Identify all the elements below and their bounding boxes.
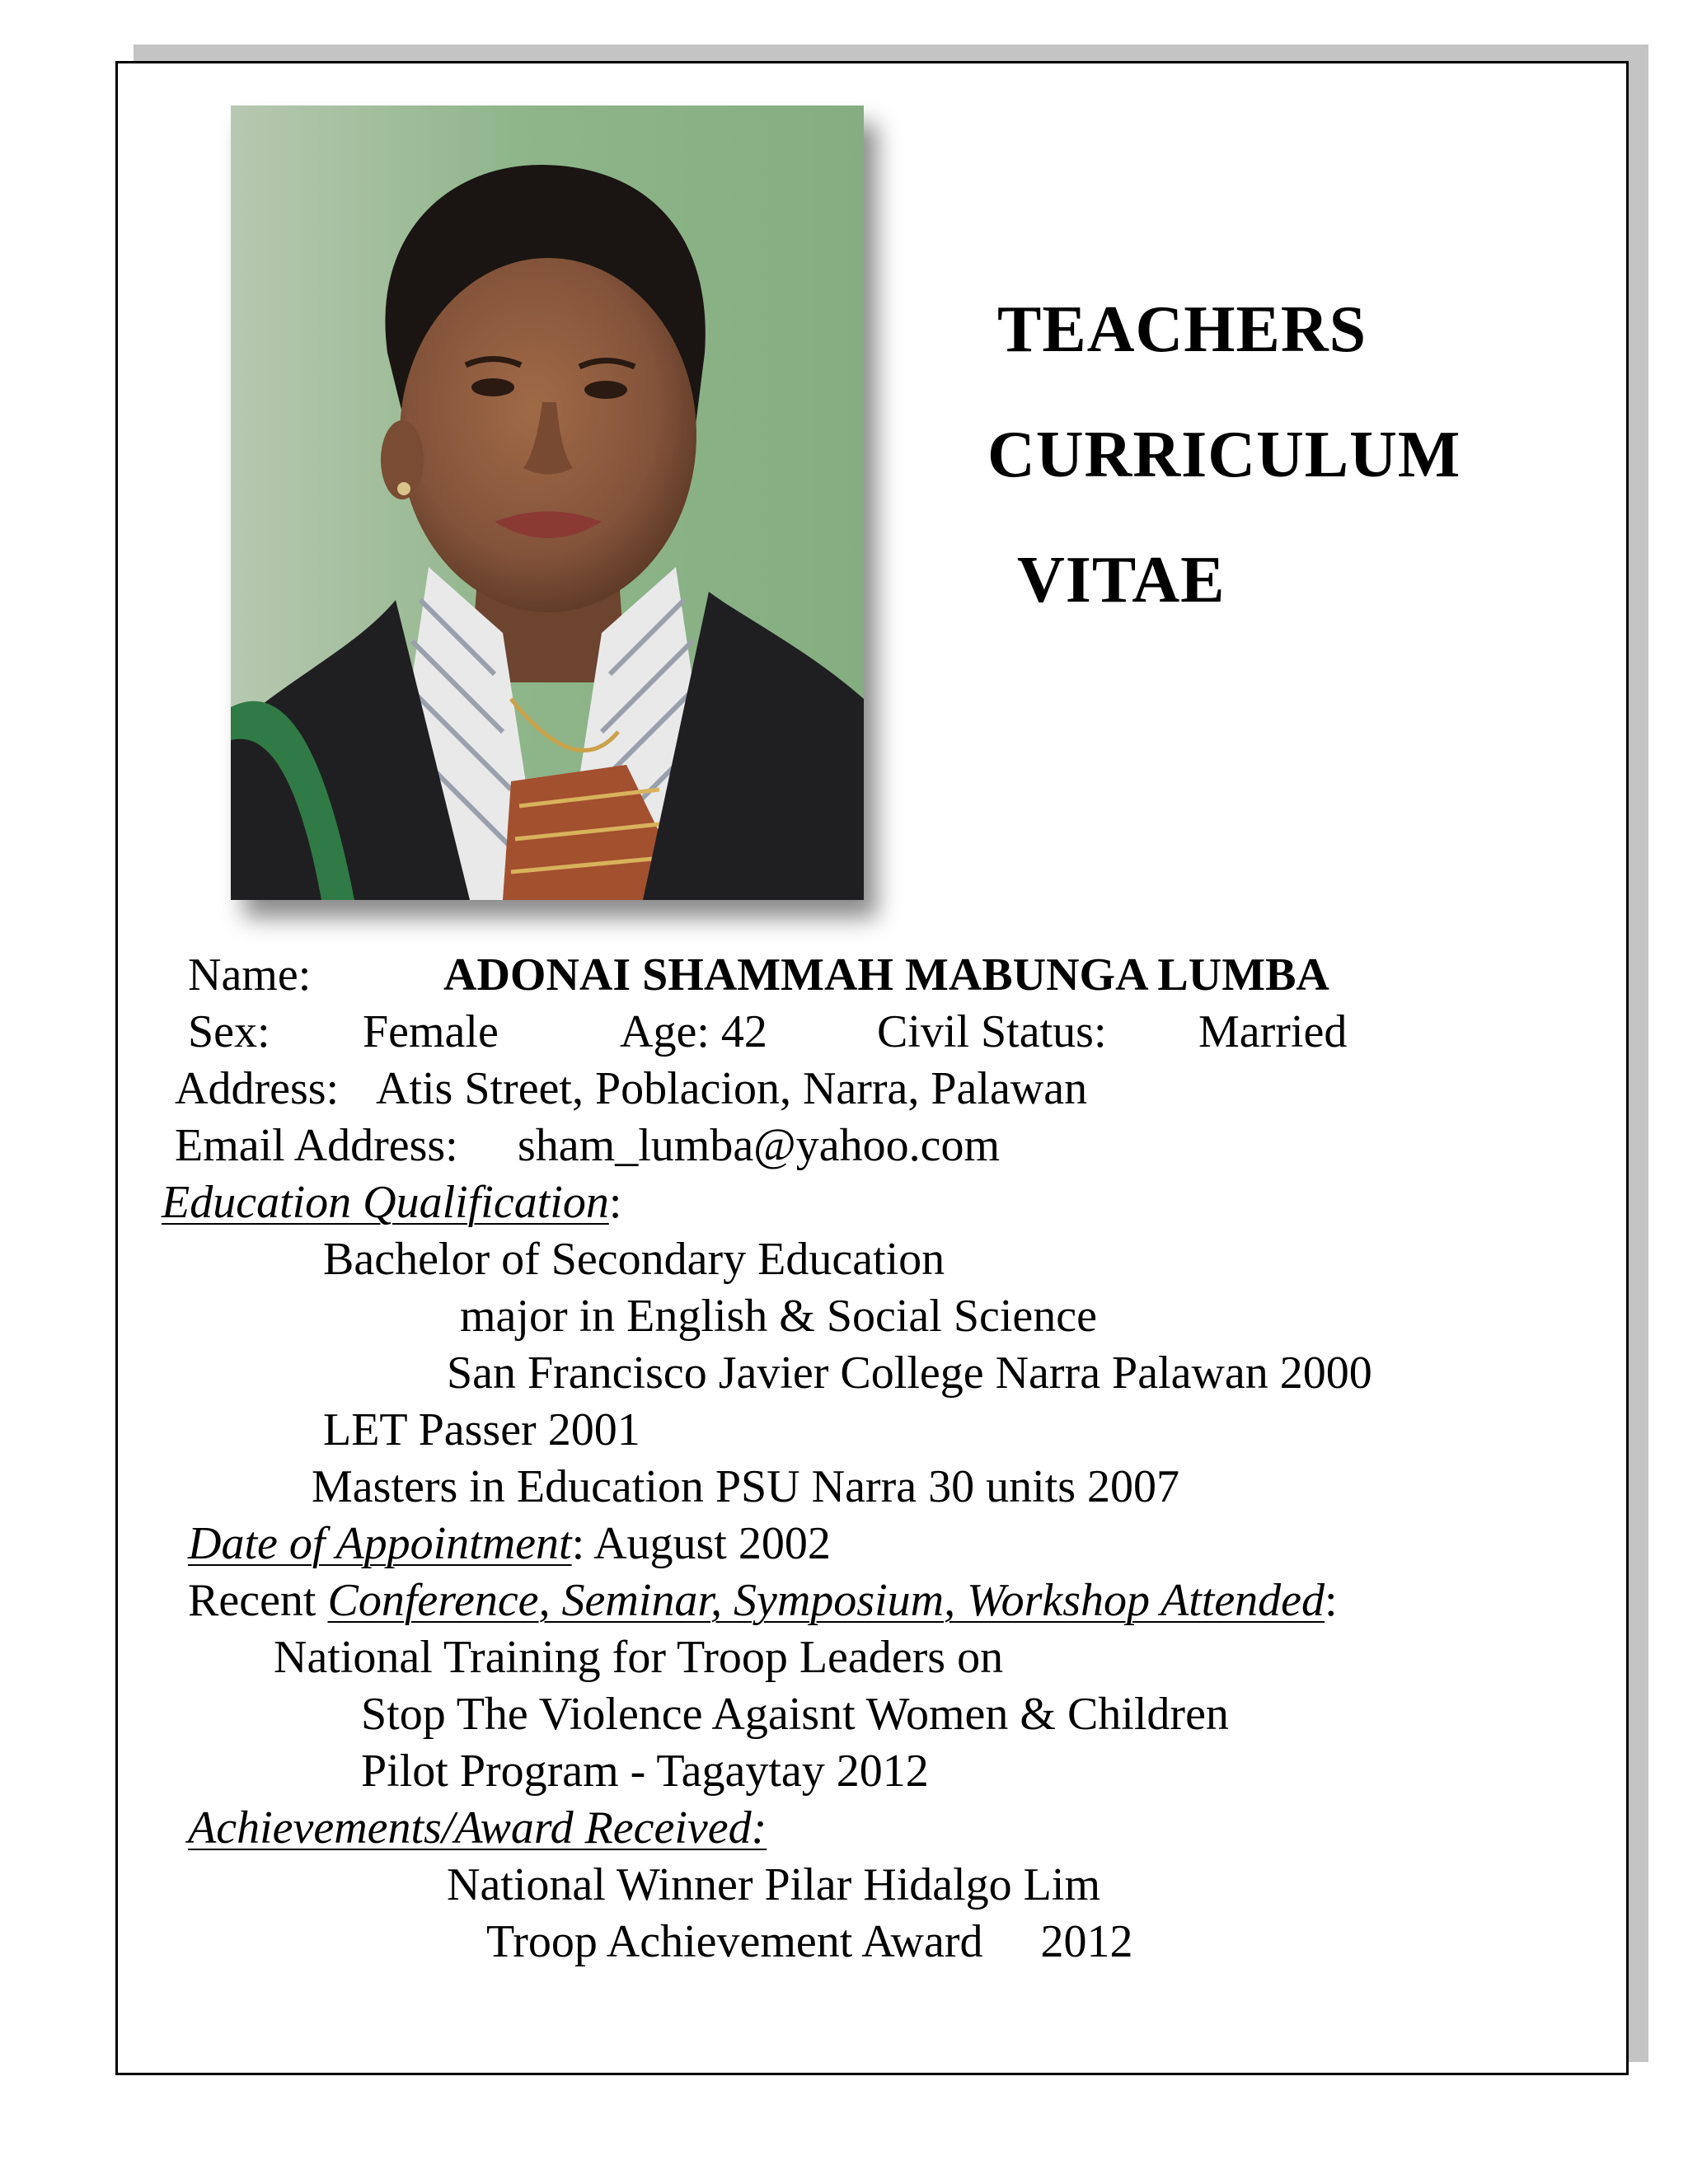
title-line-1: TEACHERS (997, 293, 1367, 366)
conference-prefix: Recent (188, 1575, 328, 1626)
conference-suffix: : (1325, 1575, 1338, 1626)
profile-photo (231, 105, 864, 900)
name-label: Name: (188, 949, 312, 1001)
age-value: Age: 42 (620, 1006, 767, 1057)
address-value: Atis Street, Poblacion, Narra, Palawan (376, 1063, 1088, 1114)
address-label: Address: (175, 1063, 340, 1114)
education-heading: Education Qualification (162, 1177, 609, 1228)
achievements-line-2: Troop Achievement Award 2012 (486, 1916, 1133, 1967)
appointment-value: : August 2002 (571, 1518, 831, 1569)
conference-line-2: Stop The Violence Agaisnt Women & Children (361, 1689, 1229, 1740)
education-major: major in English & Social Science (460, 1291, 1097, 1342)
appointment-row (188, 1518, 831, 1569)
conference-line-3: Pilot Program - Tagaytay 2012 (361, 1746, 929, 1797)
conference-heading-row (188, 1577, 1338, 1624)
education-let: LET Passer 2001 (323, 1404, 640, 1455)
education-degree: Bachelor of Secondary Education (323, 1234, 945, 1285)
education-heading-suffix: : (608, 1177, 622, 1228)
education-heading-row (162, 1179, 621, 1226)
achievements-heading-row (188, 1802, 767, 1854)
education-school: San Francisco Javier College Narra Palawan 2000 (447, 1347, 1372, 1399)
appointment-heading: Date of Appointment (188, 1518, 572, 1569)
conference-heading: Conference, Seminar, Symposium, Workshop Attended (327, 1575, 1325, 1626)
sex-label: Sex: (188, 1006, 270, 1057)
achievements-line-1: National Winner Pilar Hidalgo Lim (447, 1859, 1100, 1910)
achievements-heading: Achievements/Award Received: (188, 1802, 767, 1854)
conference-line-1: National Training for Troop Leaders on (274, 1632, 1004, 1683)
civil-status-label: Civil Status: (877, 1006, 1107, 1057)
email-label: Email Address: (175, 1120, 458, 1171)
civil-status-value: Married (1198, 1006, 1348, 1057)
name-value: ADONAI SHAMMAH MABUNGA LUMBA (443, 949, 1329, 1001)
email-value: sham_lumba@yahoo.com (518, 1120, 1001, 1171)
title-line-3: VITAE (1017, 544, 1226, 616)
sex-value: Female (363, 1006, 499, 1057)
title-line-2: CURRICULUM (987, 419, 1461, 491)
education-masters: Masters in Education PSU Narra 30 units 2007 (312, 1461, 1179, 1512)
